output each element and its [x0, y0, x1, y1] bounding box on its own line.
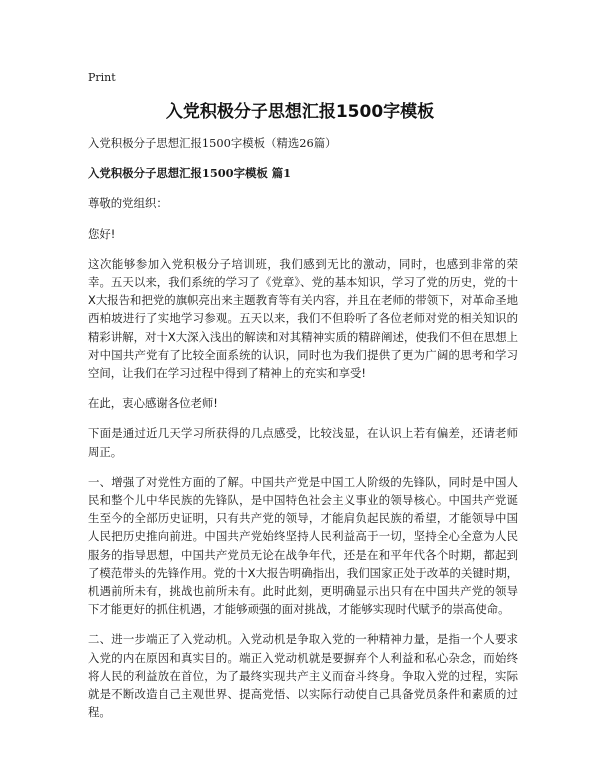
section-heading: 入党积极分子思想汇报1500字模板 篇1 — [88, 166, 292, 181]
body-paragraph: 这次能够参加入党积极分子培训班，我们感到无比的激动，同时，也感到非常的荣幸。五天以来，我们系统的学习了《党章》、党的基本知识，学习了党的历史，党的十X大报告和把党的旗帜亮出来主题教育等有关内容，并且在老师的带领下，对革命圣地西柏坡进行了实地学习参观。五天以来，我们不但聆听了各位老师对党的相关知识的精彩讲解，对十X大深入浅出的解读和对其精神实质的精辟阐述，使我们不但在思想上对中国共产党有了比较全面系统的认识，同时也为我们提供了更为广阔的思考和学习空间，让我们在学习过程中得到了精神上的充实和享受! — [88, 256, 518, 381]
body-paragraph: 二、进一步端正了入党动机。入党动机是争取入党的一种精神力量，是指一个人要求入党的内在原因和真实目的。端正入党动机就是要摒弃个人利益和私心杂念，而始终将人民的利益放在首位，为了最终实现共产主义而奋斗终身。争取入党的过程，实际就是不断改造自己主观世界、提高党悟、以实际行动使自己具备党员条件和素质的过程。 — [88, 632, 518, 720]
greeting: 您好! — [88, 226, 116, 241]
document-subtitle: 入党积极分子思想汇报1500字模板（精选26篇） — [88, 136, 337, 150]
thanks-paragraph: 在此，衷心感谢各位老师! — [88, 396, 218, 411]
document-body — [88, 134, 518, 733]
page-title: 入党积极分子思想汇报1500字模板 — [165, 102, 435, 122]
body-paragraph: 一、增强了对党性方面的了解。中国共产党是中国工人阶级的先锋队，同时是中国人民和整个儿中华民族的先锋队，是中国特色社会主义事业的领导核心。中国共产党诞生至今的全部历史证明，只有共产党的领导，才能肩负起民族的希望，才能领导中国人民把历史推向前进。中国共产党始终坚持人民利益高于一切，坚持全心全意为人民服务的指导思想，中国共产党员无论在战争年代，还是在和平年代各个时期，都起到了模范带头的先锋作用。党的十X大报告明确指出，我们国家正处于改革的关键时期，机遇前所未有，挑战也前所未有。此时此刻，更明确显示出只有在中国共产党的领导下才能更好的抓住机遇，才能够顽强的面对挑战，才能够实现时代赋予的崇高使命。 — [88, 474, 518, 617]
body-paragraph: 下面是通过近几天学习所获得的几点感受，比较浅显，在认识上若有偏差，还请老师周正。 — [88, 426, 518, 459]
print-label: Print — [88, 71, 116, 84]
salutation: 尊敬的党组织： — [88, 196, 168, 211]
